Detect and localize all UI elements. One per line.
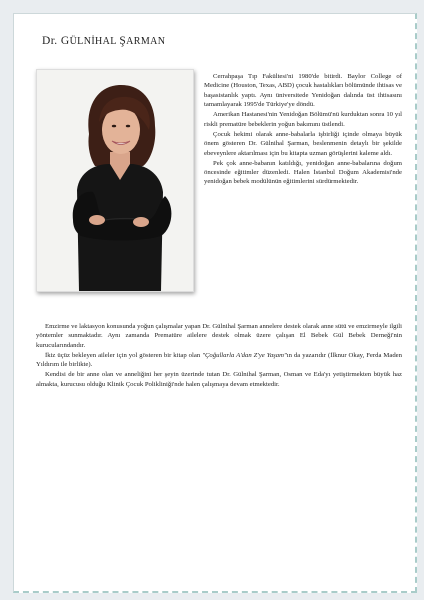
title-initial-2: Ş <box>119 35 127 47</box>
title-initial: Dr. G <box>42 35 70 47</box>
bio-paragraph: Çocuk hekimi olarak anne-babalarla işbirliği içinde olmaya büyük önem gösteren Dr. Gülnihal Şarman, beslenmenin detaylı bir şekilde ebeveynlere aktarılması için bu kitapta uzman görüşlerini kaleme aldı. <box>204 130 402 157</box>
page-title <box>42 35 165 47</box>
bio-paragraph: Cerrahpaşa Tıp Fakültesi'ni 1980'de bitirdi. Baylor College of Medicine (Houston, Texas, ABD) çocuk hastalıkları bölümünde ihtisas ve başasistanlık yaptı. Aynı üniversitede Yenidoğan dalında üst ihtisasını tamamlayarak 1995'de Türkiye'ye döndü. <box>204 73 402 109</box>
author-photo <box>36 69 194 292</box>
bio-paragraph: Amerikan Hastanesi'nin Yenidoğan Bölümü'nü kurduktan sonra 10 yıl riskli prematüre bebeklerin yoğun bakımını üstlendi. <box>204 111 402 128</box>
book-page <box>13 13 417 593</box>
book-title: "Çoğullarla A'dan Z'ye Yaşam" <box>202 351 287 359</box>
bio-full-width <box>36 322 402 390</box>
title-small-caps-2: ARMAN <box>126 36 166 47</box>
bio-text: ın da yazarıdır (İlknur Okay, Ferda Maden Yıldırım ile birlikte). <box>36 351 402 369</box>
bio-paragraph <box>36 351 402 370</box>
title-small-caps: ÜLNİHAL <box>69 36 120 47</box>
bio-text: İkiz üçüz bekleyen aileler için yol gösteren bir kitap olan <box>45 351 203 359</box>
bio-paragraph: Pek çok anne-babanın katıldığı, yenidoğan anne-babalarına doğum öncesinde eğitimler düzenledi. Halen İstanbul Doğum Akademisi'nde yenidoğan bebek modülünün eğitimlerini sürdürmektedir. <box>204 159 402 186</box>
bio-paragraph: Emzirme ve laktasyon konusunda yoğun çalışmalar yapan Dr. Gülnihal Şarman annelere destek olarak anne sütü ve emzirmeyle ilgili yöntemler sunmaktadır. Aynı zamanda Prematüre ailelere destek olmak üzere çalışan El Bebek Gül Bebek Derneği'nin kurucularındandır. <box>36 323 402 349</box>
bio-column <box>204 72 402 187</box>
bio-paragraph: Kendisi de bir anne olan ve anneliğini her şeyin üzerinde tutan Dr. Gülnihal Şarman, Osman ve Eda'yı yetiştirmekten büyük haz almakta, kurucusu olduğu Klinik Çocuk Polikliniği'nde halen çalışmaya devam etmektedir. <box>36 371 402 388</box>
